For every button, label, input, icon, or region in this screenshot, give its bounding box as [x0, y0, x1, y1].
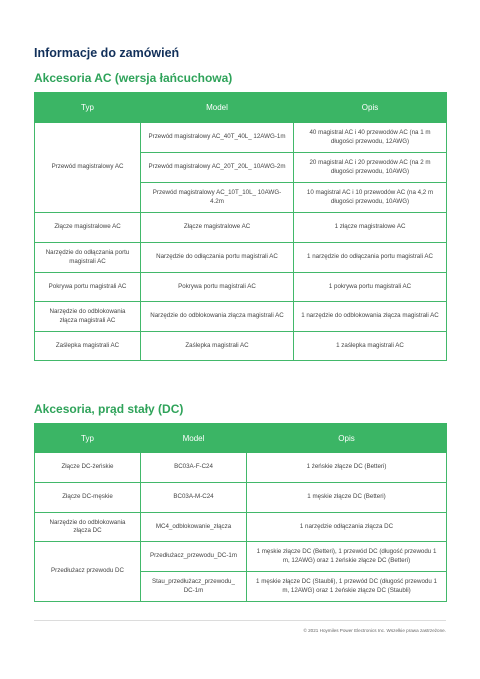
ac-header-type: Typ: [35, 93, 141, 123]
dc-section-title: Akcesoria, prąd stały (DC): [34, 402, 184, 416]
dc-accessories-table: [34, 423, 447, 602]
model-cell: Zaślepka magistrali AC: [141, 332, 294, 361]
description-cell: 1 narzędzie odłączania złącza DC: [247, 513, 447, 542]
description-cell: 1 złącze magistralowe AC: [294, 213, 447, 243]
description-cell: 1 męskie złącze DC (Staubli), 1 przewód DC (długość przewodu 1 m, 12AWG) oraz 1 żeńskie złącze DC (Staubli): [247, 572, 447, 602]
model-cell: Pokrywa portu magistrali AC: [141, 273, 294, 302]
ac-header-model: Model: [141, 93, 294, 123]
table-row: [35, 513, 447, 542]
type-cell: Przewód magistralowy AC: [35, 123, 141, 213]
model-cell: MC4_odblokowanie_złącza: [141, 513, 247, 542]
model-cell: Przewód magistralowy AC_40T_40L_ 12AWG-1m: [141, 123, 294, 153]
model-cell: Złącze magistralowe AC: [141, 213, 294, 243]
description-cell: 10 magistral AC i 10 przewodów AC (na 4,2 m długości przewodu, 10AWG): [294, 183, 447, 213]
type-cell: Złącze magistralowe AC: [35, 213, 141, 243]
description-cell: 1 zaślepka magistrali AC: [294, 332, 447, 361]
table-row: [35, 483, 447, 513]
table-row: [35, 302, 447, 332]
ac-section-title: Akcesoria AC (wersja łańcuchowa): [34, 71, 233, 85]
table-row: [35, 123, 447, 153]
description-cell: 1 męskie złącze DC (Betteri), 1 przewód DC (długość przewodu 1 m, 12AWG) oraz 1 żeńskie złącze DC (Betteri): [247, 542, 447, 572]
description-cell: 1 narzędzie do odłączania portu magistrali AC: [294, 243, 447, 273]
table-row: [35, 332, 447, 361]
type-cell: Złącze DC-żeńskie: [35, 453, 141, 483]
dc-header-type: Typ: [35, 424, 141, 453]
model-cell: Stau_przedłużacz_przewodu_ DC-1m: [141, 572, 247, 602]
type-cell: Narzędzie do odłączania portu magistrali AC: [35, 243, 141, 273]
table-row: [35, 273, 447, 302]
description-cell: 1 narzędzie do odblokowania złącza magistrali AC: [294, 302, 447, 332]
type-cell: Narzędzie do odblokowania złącza magistrali AC: [35, 302, 141, 332]
type-cell: Złącze DC-męskie: [35, 483, 141, 513]
model-cell: BC03A-M-C24: [141, 483, 247, 513]
dc-header-model: Model: [141, 424, 247, 453]
description-cell: 1 pokrywa portu magistrali AC: [294, 273, 447, 302]
page-title: Informacje do zamówień: [34, 46, 180, 60]
description-cell: 40 magistral AC i 40 przewodów AC (na 1 m długości przewodu, 12AWG): [294, 123, 447, 153]
model-cell: Przewód magistralowy AC_10T_10L_ 10AWG-4.2m: [141, 183, 294, 213]
table-row: [35, 542, 447, 572]
description-cell: 20 magistral AC i 20 przewodów AC (na 2 m długości przewodu, 10AWG): [294, 153, 447, 183]
model-cell: BC03A-F-C24: [141, 453, 247, 483]
type-cell: Zaślepka magistrali AC: [35, 332, 141, 361]
type-cell: Narzędzie do odblokowania złącza DC: [35, 513, 141, 542]
model-cell: Przewód magistralowy AC_20T_20L_ 10AWG-2m: [141, 153, 294, 183]
model-cell: Narzędzie do odblokowania złącza magistrali AC: [141, 302, 294, 332]
dc-header-description: Opis: [247, 424, 447, 453]
table-row: [35, 243, 447, 273]
description-cell: 1 żeńskie złącze DC (Betteri): [247, 453, 447, 483]
ac-header-description: Opis: [294, 93, 447, 123]
model-cell: Przedłużacz_przewodu_DC-1m: [141, 542, 247, 572]
table-row: [35, 213, 447, 243]
description-cell: 1 męskie złącze DC (Betteri): [247, 483, 447, 513]
footer-copyright: © 2021 Hoymiles Power Electronics Inc. Wszelkie prawa zastrzeżone.: [303, 628, 446, 633]
ac-accessories-table: [34, 92, 447, 361]
type-cell: Pokrywa portu magistrali AC: [35, 273, 141, 302]
type-cell: Przedłużacz przewodu DC: [35, 542, 141, 602]
footer-divider: [34, 620, 446, 621]
dc-table-header-row: [35, 424, 447, 453]
model-cell: Narzędzie do odłączania portu magistrali AC: [141, 243, 294, 273]
table-row: [35, 453, 447, 483]
ac-table-header-row: [35, 93, 447, 123]
